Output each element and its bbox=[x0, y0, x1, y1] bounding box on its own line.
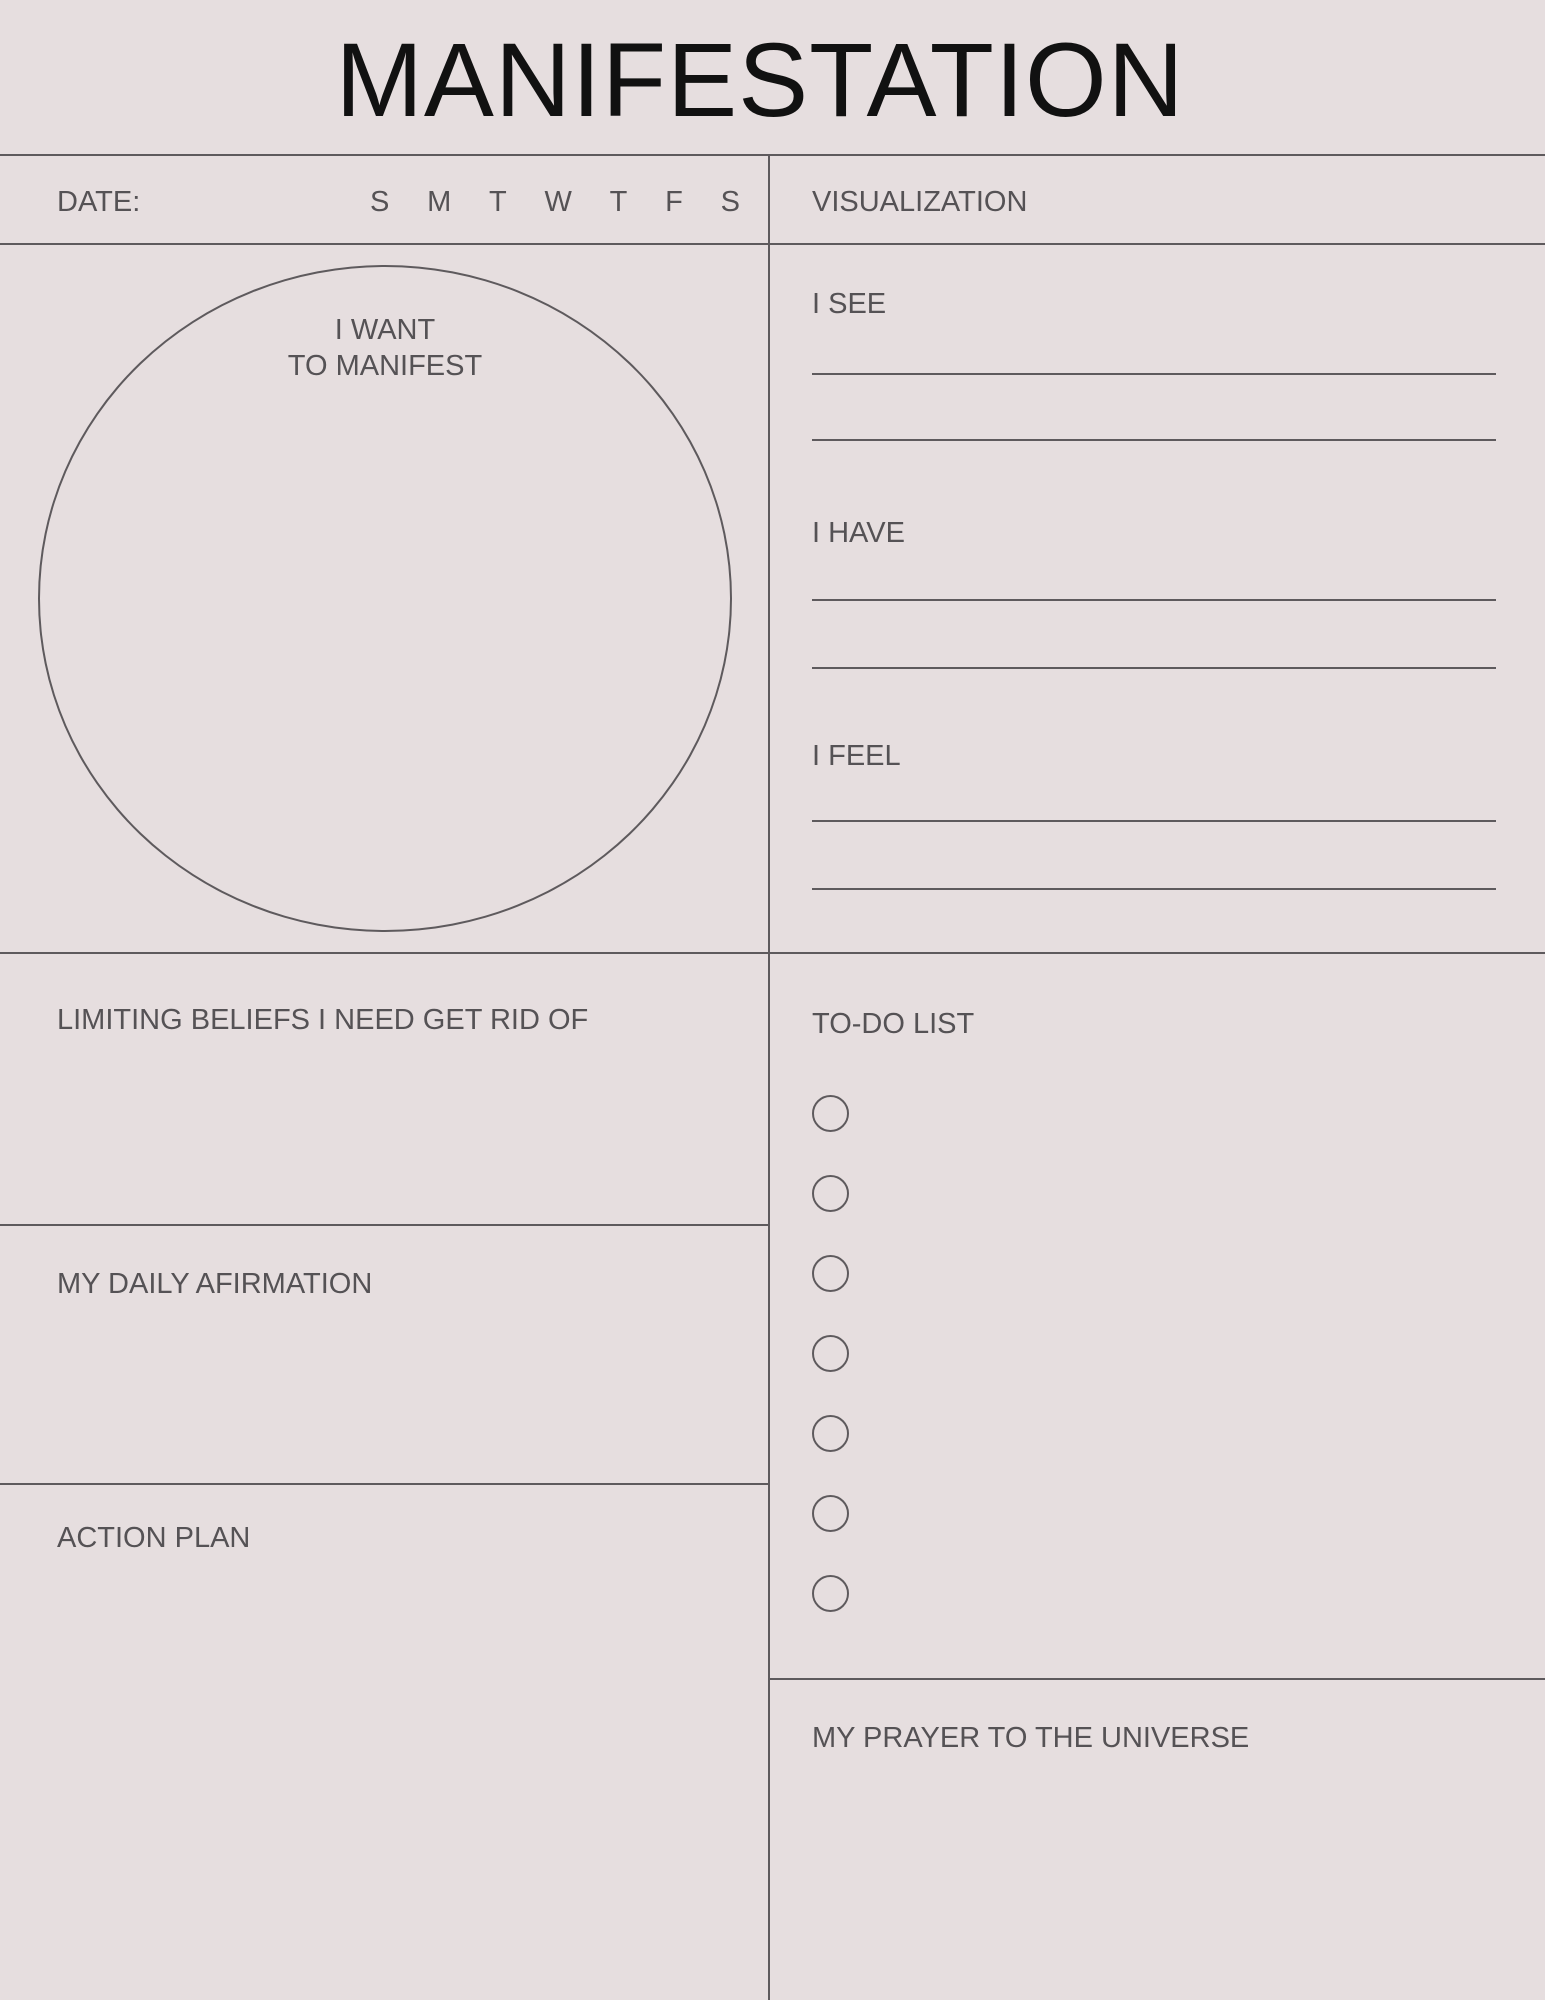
day-sunday[interactable]: S bbox=[370, 186, 390, 218]
i-feel-label: I FEEL bbox=[812, 740, 901, 772]
daily-affirmation-heading: MY DAILY AFIRMATION bbox=[57, 1268, 373, 1300]
i-see-label: I SEE bbox=[812, 288, 887, 320]
middle-divider bbox=[0, 952, 1545, 954]
todo-item[interactable] bbox=[812, 1095, 849, 1175]
checkbox-circle-icon[interactable] bbox=[812, 1495, 849, 1532]
manifest-label-line2: TO MANIFEST bbox=[287, 350, 483, 382]
center-divider bbox=[768, 155, 770, 2000]
i-feel-line-2[interactable] bbox=[812, 888, 1496, 890]
affirmation-divider bbox=[0, 1483, 769, 1485]
todo-item[interactable] bbox=[812, 1495, 849, 1575]
checkbox-circle-icon[interactable] bbox=[812, 1335, 849, 1372]
todo-item[interactable] bbox=[812, 1255, 849, 1335]
manifest-label-line1: I WANT bbox=[334, 314, 436, 346]
day-wednesday[interactable]: W bbox=[544, 186, 572, 218]
todo-item[interactable] bbox=[812, 1175, 849, 1255]
i-have-line-1[interactable] bbox=[812, 599, 1496, 601]
day-friday[interactable]: F bbox=[665, 186, 683, 218]
i-see-line-2[interactable] bbox=[812, 439, 1496, 441]
todo-divider bbox=[769, 1678, 1545, 1680]
i-see-line-1[interactable] bbox=[812, 373, 1496, 375]
prayer-heading: MY PRAYER TO THE UNIVERSE bbox=[812, 1722, 1250, 1754]
todo-item[interactable] bbox=[812, 1575, 849, 1655]
day-monday[interactable]: M bbox=[427, 186, 452, 218]
header-bottom-divider bbox=[0, 243, 1545, 245]
day-tuesday[interactable]: T bbox=[489, 186, 507, 218]
checkbox-circle-icon[interactable] bbox=[812, 1575, 849, 1612]
visualization-heading: VISUALIZATION bbox=[812, 186, 1028, 218]
weekday-selector bbox=[370, 188, 740, 217]
beliefs-divider bbox=[0, 1224, 769, 1226]
i-have-label: I HAVE bbox=[812, 517, 905, 549]
checkbox-circle-icon[interactable] bbox=[812, 1255, 849, 1292]
day-thursday[interactable]: T bbox=[609, 186, 628, 218]
i-have-line-2[interactable] bbox=[812, 667, 1496, 669]
day-saturday[interactable]: S bbox=[720, 186, 740, 218]
todo-item[interactable] bbox=[812, 1335, 849, 1415]
todo-list-heading: TO-DO LIST bbox=[812, 1008, 975, 1040]
checkbox-circle-icon[interactable] bbox=[812, 1415, 849, 1452]
date-label: DATE: bbox=[57, 186, 141, 218]
manifest-circle-label bbox=[235, 312, 535, 384]
todo-item[interactable] bbox=[812, 1415, 849, 1495]
header-top-divider bbox=[0, 154, 1545, 156]
checkbox-circle-icon[interactable] bbox=[812, 1095, 849, 1132]
todo-list bbox=[812, 1095, 849, 1655]
limiting-beliefs-heading: LIMITING BELIEFS I NEED GET RID OF bbox=[57, 1004, 589, 1036]
i-feel-line-1[interactable] bbox=[812, 820, 1496, 822]
page-title: MANIFESTATION bbox=[335, 22, 1185, 139]
action-plan-heading: ACTION PLAN bbox=[57, 1522, 251, 1554]
checkbox-circle-icon[interactable] bbox=[812, 1175, 849, 1212]
